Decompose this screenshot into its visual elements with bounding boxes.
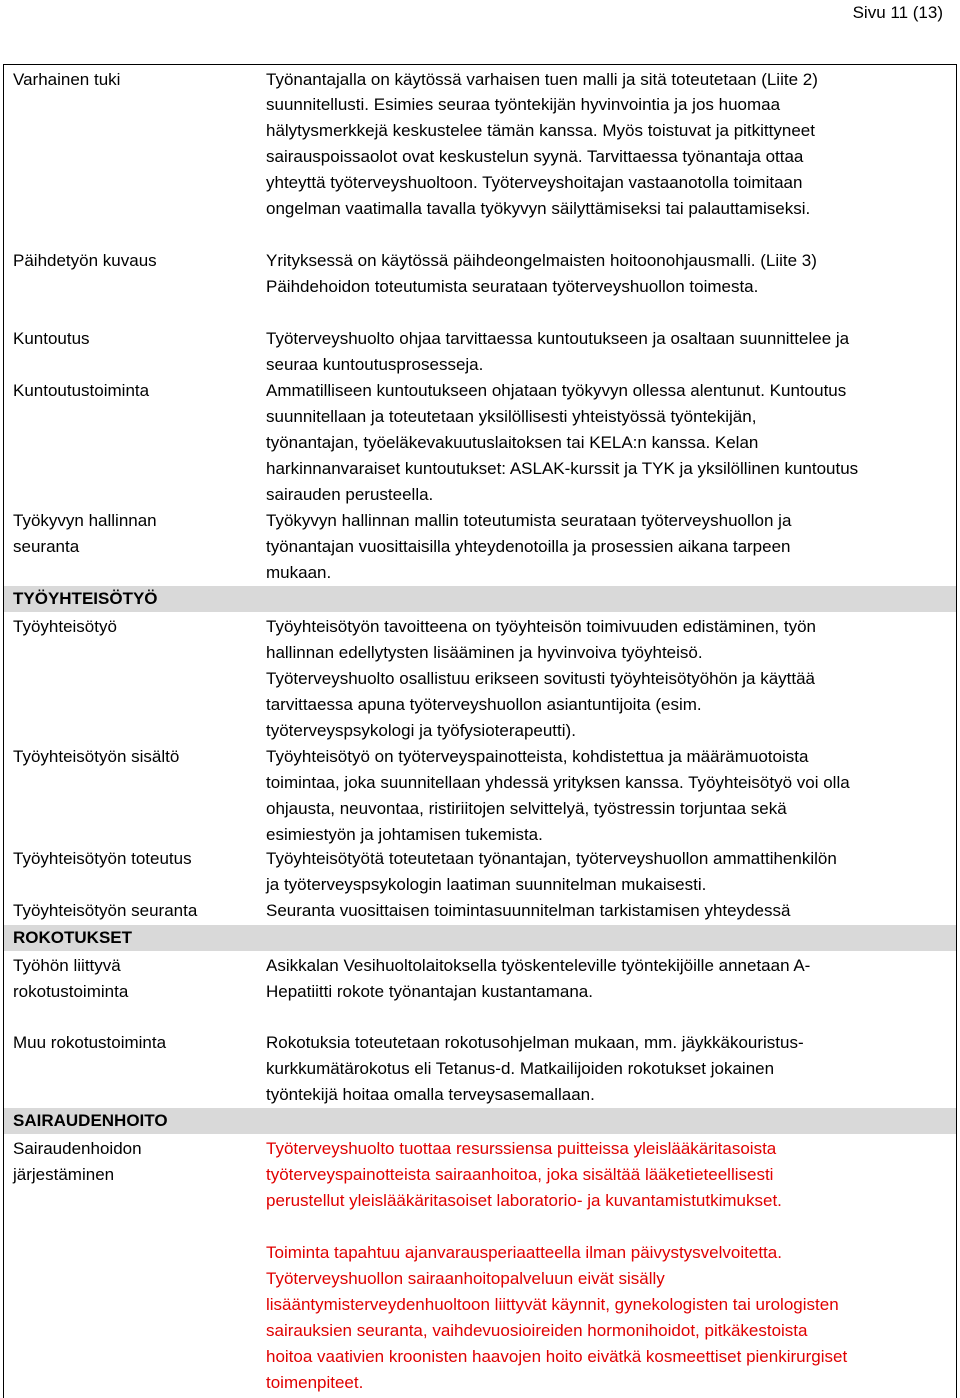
text-line: kurkkumätärokotus eli Tetanus-d. Matkailijoiden rokotukset jokainen <box>266 1059 775 1078</box>
text-line: hallinnan edellytysten lisääminen ja hyvinvoiva työyhteisö. <box>266 643 703 662</box>
text-line: ohjausta, neuvontaa, ristiriitojen selvittelyä, työstressin torjuntaa sekä <box>266 799 787 818</box>
text-line: tarvittaessa apuna työterveyshuollon asiantuntijoita (esim. <box>266 695 702 714</box>
text-line: sairauden perusteella. <box>266 485 434 504</box>
text-line: Työterveyshuolto osallistuu erikseen sovitusti työyhteisötyöhön ja käyttää <box>266 669 816 688</box>
label-tyoyhteisotyon-toteutus: Työyhteisötyön toteutus <box>13 849 192 868</box>
page-number: Sivu 11 (13) <box>852 3 943 22</box>
text-line: sairauspoissaolot ovat keskustelun syynä. Tarvittaessa työnantaja ottaa <box>266 147 804 166</box>
text-line: toimenpiteet. <box>266 1373 364 1392</box>
text-line: mukaan. <box>266 563 332 582</box>
text-line: suunnitellusti. Esimies seuraa työntekijän hyvinvointia ja jos huomaa <box>266 95 781 114</box>
section-header-tyoyhteisotyo: TYÖYHTEISÖTYÖ <box>4 586 956 612</box>
text-line: esimiestyön ja johtamisen tukemista. <box>266 825 543 844</box>
label-jarjestaminen: järjestäminen <box>13 1165 115 1184</box>
text-line: Työkyvyn hallinnan mallin toteutumista seurataan työterveyshuollon ja <box>266 511 792 530</box>
text-line: työnantajan, työeläkevakuutuslaitoksen tai KELA:n kanssa. Kelan <box>266 433 759 452</box>
section-header-rokotukset: ROKOTUKSET <box>4 925 956 951</box>
text-line: Työterveyshuolto ohjaa tarvittaessa kuntoutukseen ja osaltaan suunnittelee ja <box>266 329 850 348</box>
text-line: Yrityksessä on käytössä päihdeongelmaisten hoitoonohjausmalli. (Liite 3) <box>266 251 817 270</box>
text-line: suunnitellaan ja toteutetaan yksilöllisesti yhteistyössä työntekijän, <box>266 407 757 426</box>
text-line: Hepatiitti rokote työnantajan kustantamana. <box>266 982 593 1001</box>
text-line: työterveyspainotteista sairaanhoitoa, joka sisältää lääketieteellisesti <box>266 1165 774 1184</box>
text-line: työnantajan vuosittaisilla yhteydenotoilla ja prosessien aikana tarpeen <box>266 537 791 556</box>
text-line: Työterveyshuolto tuottaa resurssiensa puitteissa yleislääkäritasoista <box>266 1139 777 1158</box>
label-muu-rokotustoiminta: Muu rokotustoiminta <box>13 1033 167 1052</box>
text-line: Toiminta tapahtuu ajanvarausperiaatteella ilman päivystysvelvoitetta. <box>266 1243 782 1262</box>
text-line: ja työterveyspsykologin laatiman suunnitelman mukaisesti. <box>266 875 707 894</box>
text-line: yhteyttä työterveyshuoltoon. Työterveyshoitajan vastaanotolla toimitaan <box>266 173 803 192</box>
label-kuntoutustoiminta: Kuntoutustoiminta <box>13 381 150 400</box>
text-line: Työnantajalla on käytössä varhaisen tuen malli ja sitä toteutetaan (Liite 2) <box>266 70 818 89</box>
section-header-sairaudenhoito: SAIRAUDENHOITO <box>4 1108 956 1134</box>
text-line: perustellut yleislääkäritasoiset laboratorio- ja kuvantamistutkimukset. <box>266 1191 782 1210</box>
label-tyoyhteisotyon-seuranta: Työyhteisötyön seuranta <box>13 901 198 920</box>
label-kuntoutus: Kuntoutus <box>13 329 90 348</box>
label-seuranta: seuranta <box>13 537 80 556</box>
label-tyoyhteisotyo: Työyhteisötyö <box>13 617 117 636</box>
text-line: Rokotuksia toteutetaan rokotusohjelman mukaan, mm. jäykkäkouristus- <box>266 1033 804 1052</box>
text-line: Seuranta vuosittaisen toimintasuunnitelman tarkistamisen yhteydessä <box>266 901 791 920</box>
text-line: seuraa kuntoutusprosesseja. <box>266 355 484 374</box>
text-line: Työyhteisötyötä toteutetaan työnantajan, työterveyshuollon ammattihenkilön <box>266 849 837 868</box>
text-line: toimintaa, joka suunnitellaan yhdessä yrityksen kanssa. Työyhteisötyö voi olla <box>266 773 850 792</box>
text-line: Työyhteisötyö on työterveyspainotteista, kohdistettua ja määrämuotoista <box>266 747 809 766</box>
label-tyoyhteisotyon-sisalto: Työyhteisötyön sisältö <box>13 747 180 766</box>
text-line: Ammatilliseen kuntoutukseen ohjataan työkyvyn ollessa alentunut. Kuntoutus <box>266 381 847 400</box>
label-paihdetyon-kuvaus: Päihdetyön kuvaus <box>13 251 157 270</box>
label-varhainen-tuki: Varhainen tuki <box>13 70 121 89</box>
label-rokotustoiminta: rokotustoiminta <box>13 982 129 1001</box>
text-line: työntekijä hoitaa omalla terveysasemallaan. <box>266 1085 595 1104</box>
text-line: harkinnanvaraiset kuntoutukset: ASLAK-kurssit ja TYK ja yksilöllinen kuntoutus <box>266 459 859 478</box>
text-line: lisääntymisterveydenhuoltoon liittyvät käynnit, gynekologisten tai urologisten <box>266 1295 839 1314</box>
text-line: Asikkalan Vesihuoltolaitoksella työskenteleville työntekijöille annetaan A- <box>266 956 811 975</box>
text-line: ongelman vaatimalla tavalla työkyvyn säilyttämiseksi tai palauttamiseksi. <box>266 199 811 218</box>
text-line: sairauksien seuranta, vaihdevuosioireiden hormonihoidot, pitkäkestoista <box>266 1321 808 1340</box>
text-line: hälytysmerkkejä keskustelee tämän kanssa. Myös toistuvat ja pitkittyneet <box>266 121 815 140</box>
text-line: Päihdehoidon toteutumista seurataan työterveyshuollon toimesta. <box>266 277 759 296</box>
text-line: Työterveyshuollon sairaanhoitopalveluun eivät sisälly <box>266 1269 665 1288</box>
label-sairaudenhoidon: Sairaudenhoidon <box>13 1139 142 1158</box>
label-tyohon-liittyva: Työhön liittyvä <box>13 956 121 975</box>
label-tyokyvyn-hallinnan: Työkyvyn hallinnan <box>13 511 157 530</box>
text-line: hoitoa vaativien kroonisten haavojen hoito eivätkä kosmeettiset pienkirurgiset <box>266 1347 848 1366</box>
text-line: työterveyspsykologi ja työfysioterapeutti). <box>266 721 576 740</box>
text-line: Työyhteisötyön tavoitteena on työyhteisön toimivuuden edistäminen, työn <box>266 617 817 636</box>
